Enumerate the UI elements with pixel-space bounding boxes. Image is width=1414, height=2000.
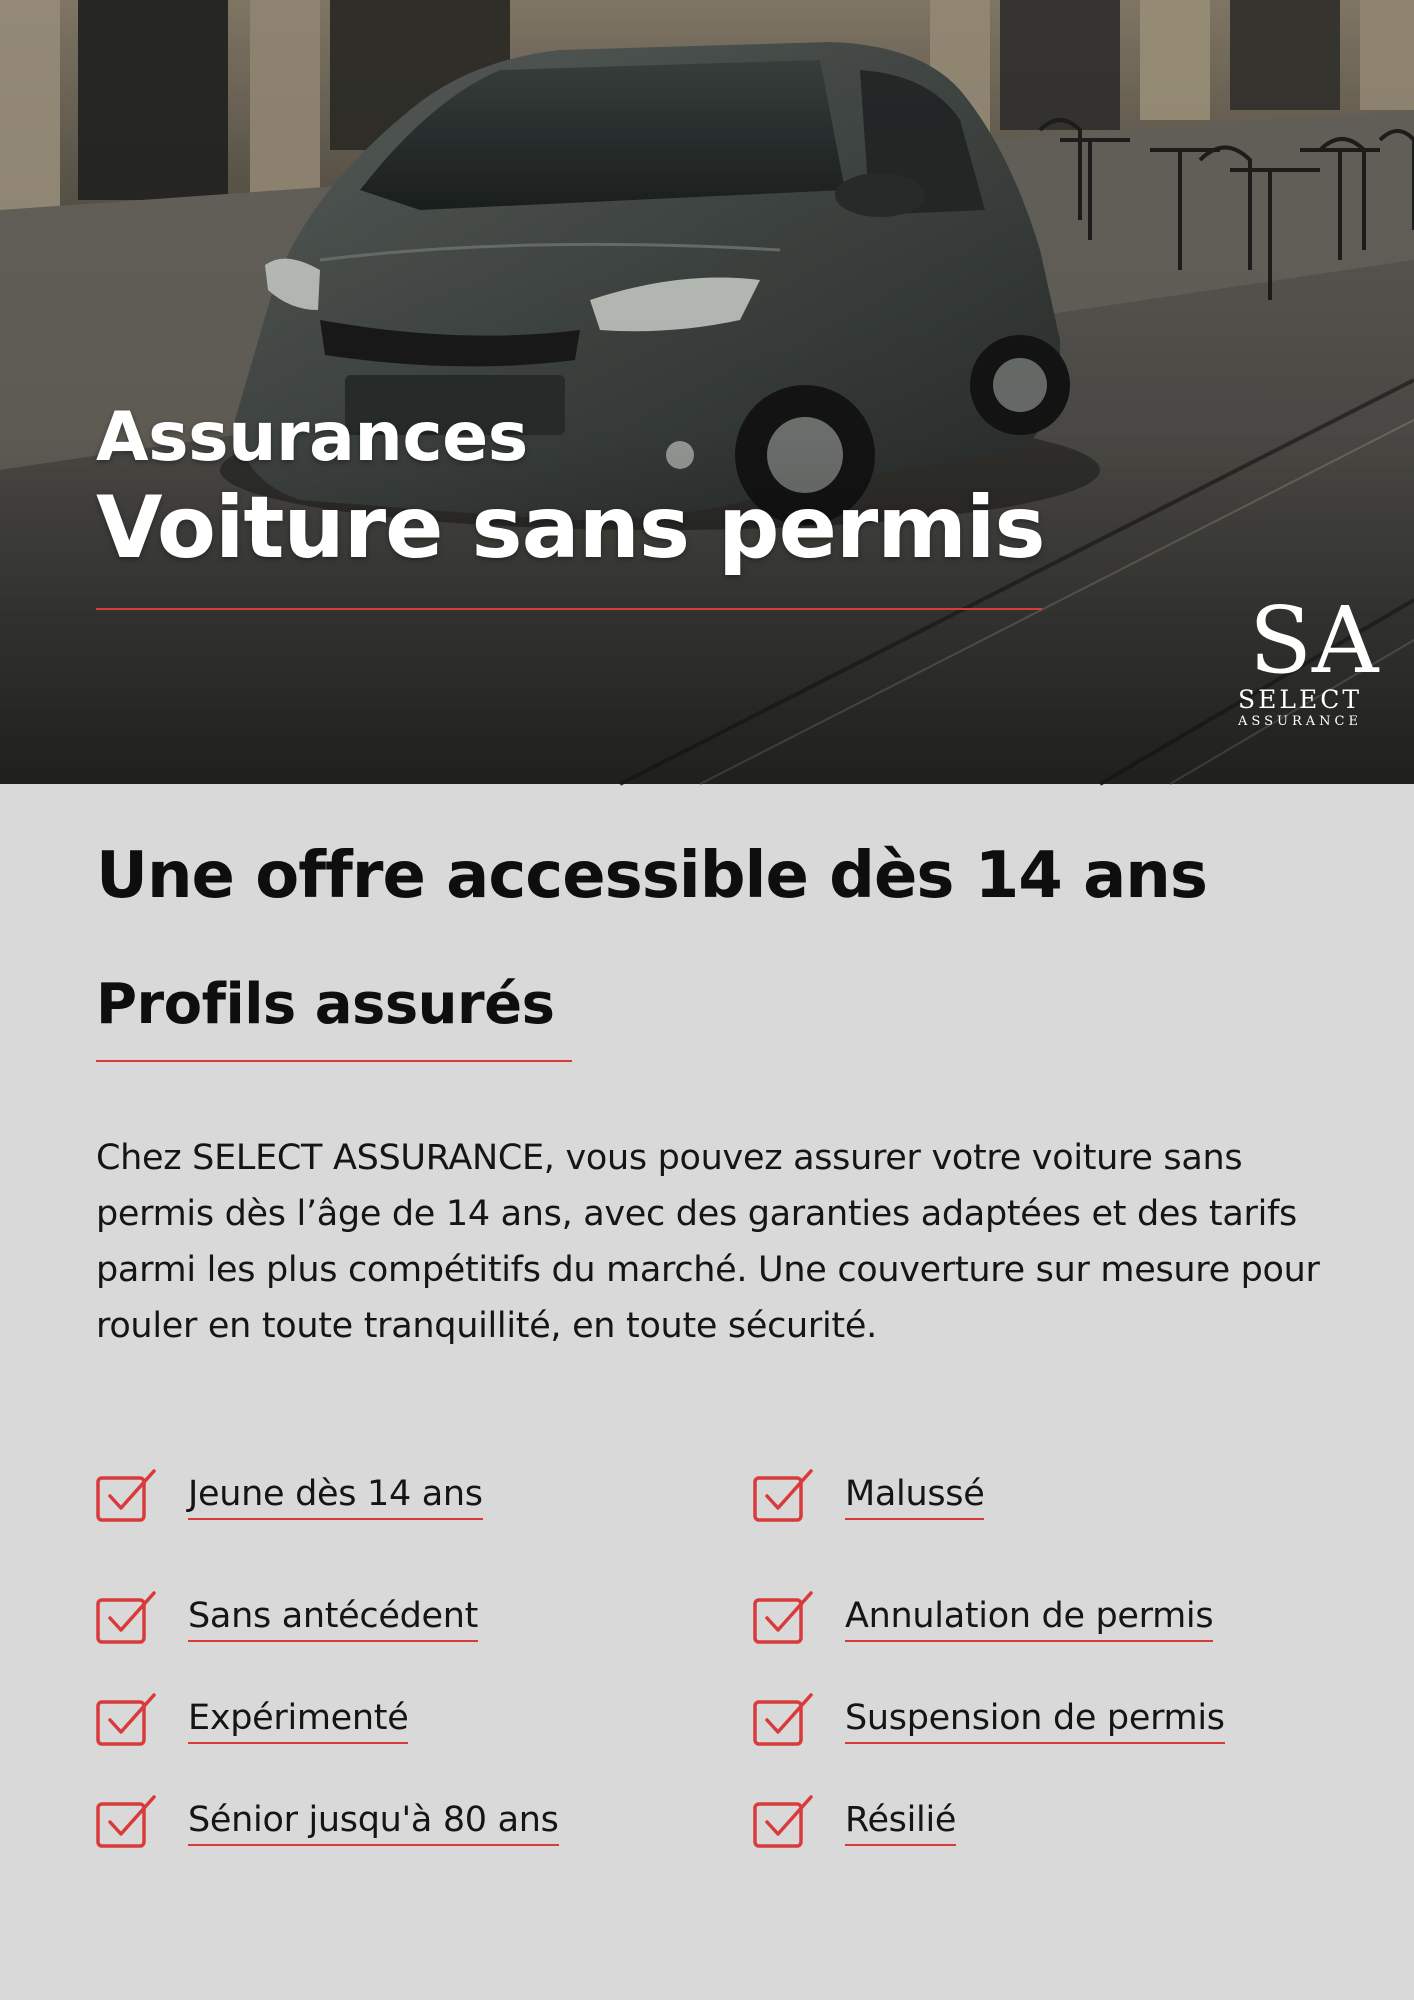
checkbox-check-icon (753, 1692, 815, 1748)
intro-paragraph: Chez SELECT ASSURANCE, vous pouvez assurer votre voiture sans permis dès l’âge de 14 ans, avec des garanties adaptées et des tarifs parmi les plus compétitifs du marché. Une couverture sur mesure pour rouler en toute tranquillité, en toute sécurité. (96, 1138, 1320, 1346)
profile-label-wrap (845, 1594, 1213, 1642)
offer-headline: Une offre accessible dès 14 ans (96, 839, 1207, 913)
profile-label-wrap (188, 1798, 559, 1846)
profile-label-wrap (845, 1472, 984, 1520)
list-item (753, 1792, 956, 1852)
checkbox-check-icon (753, 1590, 815, 1646)
profile-label: Suspension de permis (845, 1698, 1225, 1738)
profile-label: Malussé (845, 1474, 985, 1514)
list-item (96, 1792, 559, 1852)
list-item (96, 1690, 408, 1750)
profile-label-wrap (188, 1472, 483, 1520)
list-item (753, 1588, 1213, 1648)
hero-title-line2: Voiture sans permis (96, 478, 1045, 578)
profile-label-wrap (845, 1798, 956, 1846)
profile-label: Expérimenté (188, 1698, 409, 1738)
profile-label: Résilié (845, 1800, 957, 1840)
checkbox-check-icon (753, 1468, 815, 1524)
list-item (96, 1466, 483, 1526)
hero-banner (0, 0, 1414, 784)
checkbox-check-icon (753, 1794, 815, 1850)
profile-label: Jeune dès 14 ans (188, 1474, 483, 1514)
select-assurance-logo (1234, 587, 1379, 738)
profile-label-wrap (188, 1594, 478, 1642)
checkbox-check-icon (96, 1468, 158, 1524)
logo-name: SELECT (1237, 685, 1363, 714)
profile-label-wrap (188, 1696, 408, 1744)
profile-label-wrap (845, 1696, 1225, 1744)
checkbox-check-icon (96, 1794, 158, 1850)
logo-subname: ASSURANCE (1238, 714, 1362, 729)
hero-car-photo (0, 0, 1414, 784)
profile-label: Annulation de permis (845, 1596, 1214, 1636)
list-item (753, 1466, 984, 1526)
profile-label: Sans antécédent (188, 1596, 479, 1636)
profile-label: Sénior jusqu'à 80 ans (188, 1800, 559, 1840)
logo-monogram: SA (1249, 587, 1379, 694)
checkbox-check-icon (96, 1692, 158, 1748)
list-item (753, 1690, 1225, 1750)
hero-title (96, 398, 1096, 580)
checkbox-check-icon (96, 1590, 158, 1646)
hero-title-line1: Assurances (96, 398, 528, 477)
profiles-heading: Profils assurés (96, 972, 555, 1037)
list-item (96, 1588, 478, 1648)
sa-monogram-icon (1245, 587, 1379, 694)
profiles-heading-underline (96, 1060, 572, 1062)
hero-title-underline (96, 608, 1042, 610)
